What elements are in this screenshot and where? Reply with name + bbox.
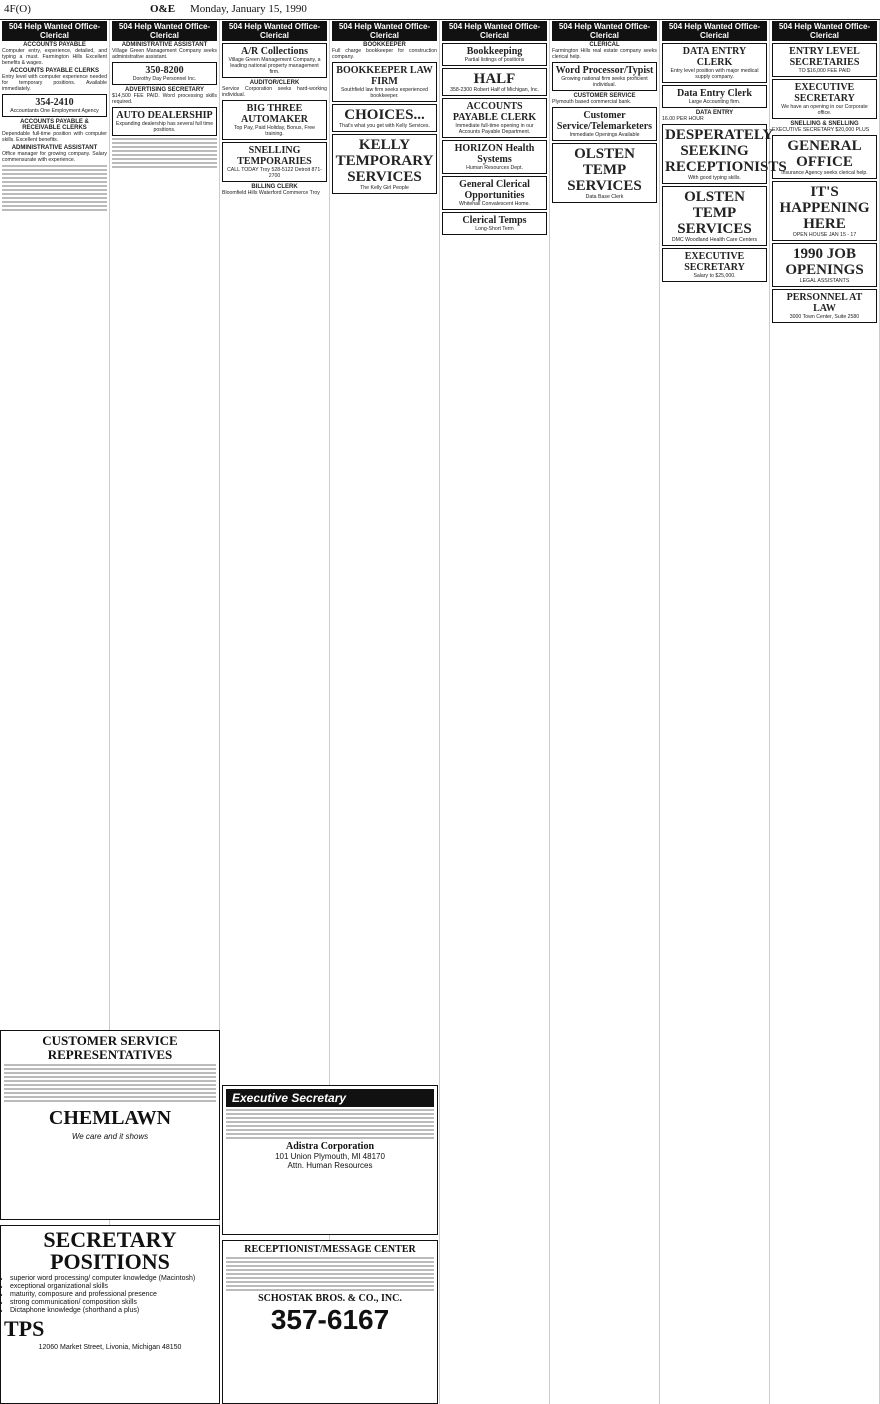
company-logo-text: CHEMLAWN <box>48 1107 172 1129</box>
ad-item: BIG THREE AUTOMAKER Top Pay, Paid Holiday, Bonus, Free training. <box>222 100 327 140</box>
ad-item: DATA ENTRY 16.00 PER HOUR <box>662 110 734 122</box>
list-item: • exceptional organizational skills <box>10 1283 216 1291</box>
secretary-positions-ad <box>0 1225 220 1404</box>
ad-item: CHOICES... That's what you get with Kelly Services. <box>332 104 437 132</box>
ad-item: PERSONNEL AT LAW 3000 Town Center, Suite 2580 <box>772 289 877 323</box>
column-8 <box>770 20 880 1404</box>
ad-item: ADMINISTRATIVE ASSISTANT Village Green Management Company seeks administrative assistant. <box>112 42 217 60</box>
phone-number: 357-6167 <box>270 1304 390 1335</box>
ad-item: 350-8200 Dorothy Day Personnel Inc. <box>112 62 217 85</box>
ad-item: Customer Service/Telemarketers Immediate Openings Available <box>552 107 657 141</box>
publication-date: Monday, January 15, 1990 <box>190 3 307 15</box>
receptionist-ad <box>222 1240 438 1404</box>
ad-item: AUDITOR/CLERK Service Corporation seeks hard-working individual. <box>222 80 327 98</box>
ad-item: Data Entry Clerk Large Accounting firm. <box>662 85 767 108</box>
column-heading: 504 Help Wanted Office-Clerical <box>332 21 437 41</box>
ad-item: EXECUTIVE SECRETARY Salary to $25,000. <box>662 248 767 282</box>
column-7 <box>660 20 787 1404</box>
ad-item: EXECUTIVE SECRETARY We have an opening in our Corporate office. <box>772 79 877 119</box>
ad-item: A/R Collections Village Green Management Company, a leading national property management firm. <box>222 43 327 78</box>
column-heading: 504 Help Wanted Office-Clerical <box>772 21 877 41</box>
ad-item: OLSTEN TEMP SERVICES Data Base Clerk <box>552 143 657 203</box>
ad-title: SECRETARY POSITIONS <box>43 1227 177 1274</box>
ad-item: BOOKKEEPER LAW FIRM Southfield law firm seeks experienced bookkeeper. <box>332 62 437 102</box>
ad-item: General Clerical Opportunities Whitehall Convalescent Home. <box>442 176 547 210</box>
ad-item: IT'S HAPPENING HERE OPEN HOUSE JAN 15 - 17 <box>772 181 877 241</box>
column-6 <box>550 20 660 1404</box>
ad-tagline: We care and it shows <box>71 1132 149 1141</box>
ad-item: BILLING CLERK Bloomfield Hills Waterford Commerce Troy <box>222 184 320 196</box>
ad-item: GENERAL OFFICE Insurance Agency seeks clerical help. <box>772 135 877 179</box>
ad-banner: Executive Secretary <box>226 1089 434 1107</box>
company-name: SCHOSTAK BROS. & CO., INC. <box>258 1293 402 1304</box>
ad-item: Clerical Temps Long-Short Term <box>442 212 547 235</box>
ad-item: SNELLING & SNELLING EXECUTIVE SECRETARY $20,000 PLUS <box>772 121 870 133</box>
column-heading: 504 Help Wanted Office-Clerical <box>2 21 107 41</box>
ad-title: CUSTOMER SERVICE REPRESENTATIVES <box>42 1033 178 1062</box>
ad-item: SNELLING TEMPORARIES CALL TODAY Troy 528-5122 Detroit 871-2700 <box>222 142 327 182</box>
ad-item: AUTO DEALERSHIP Expanding dealership has several full time positions. <box>112 107 217 136</box>
list-item: • Dictaphone knowledge (shorthand a plus) <box>10 1307 216 1315</box>
ad-item: ADMINISTRATIVE ASSISTANT Office manager for growing company. Salary commensurate with experience. <box>2 145 107 163</box>
page-header <box>0 0 880 20</box>
column-heading: 504 Help Wanted Office-Clerical <box>112 21 217 41</box>
company-address: 101 Union Plymouth, MI 48170 <box>275 1152 385 1161</box>
ad-item: ACCOUNTS PAYABLE Computer entry, experience, detailed, and typing a must. Farmington Hills Excellent benefits & wages. <box>2 42 107 66</box>
ad-item: ACCOUNTS PAYABLE CLERKS Entry level with computer experience needed for temporary positions. Available immediately. <box>2 68 107 92</box>
company-address: 12060 Market Street, Livonia, Michigan 48150 <box>38 1344 182 1351</box>
ad-item: 1990 JOB OPENINGS LEGAL ASSISTANTS <box>772 243 877 287</box>
executive-secretary-ad <box>222 1085 438 1235</box>
column-heading: 504 Help Wanted Office-Clerical <box>222 21 327 41</box>
column-heading: 504 Help Wanted Office-Clerical <box>552 21 657 41</box>
attention-line: Attn. Human Resources <box>287 1161 373 1170</box>
ad-item: ACCOUNTS PAYABLE & RECEIVABLE CLERKS Dependable full-time position with computer skills. Excellent benefits. <box>2 119 107 143</box>
section-name: O&E <box>150 3 176 15</box>
ad-item: HORIZON Health Systems Human Resources Dept. <box>442 140 547 174</box>
customer-service-ad <box>0 1030 220 1220</box>
column-heading: 504 Help Wanted Office-Clerical <box>442 21 547 41</box>
ad-title: RECEPTIONIST/MESSAGE CENTER <box>244 1244 416 1255</box>
ad-item: ACCOUNTS PAYABLE CLERK Immediate full-time opening in our Accounts Payable Department. <box>442 98 547 138</box>
ad-item: HALF 358-2300 Robert Half of Michigan, Inc. <box>442 68 547 96</box>
ad-item: ADVERTISING SECRETARY $14,500 FEE PAID. Word processing skills required. <box>112 87 217 105</box>
ad-item: Word Processor/Typist Growing national firm seeks proficient individual. <box>552 62 657 91</box>
company-logo-text: TPS <box>4 1316 45 1341</box>
ad-item: ENTRY LEVEL SECRETARIES TO $16,000 FEE PAID <box>772 43 877 77</box>
column-5 <box>440 20 550 1404</box>
classified-columns <box>0 20 880 1404</box>
list-item: • superior word processing/ computer knowledge (Macintosh) <box>10 1275 216 1283</box>
company-name: Adistra Corporation <box>285 1141 375 1152</box>
ad-item: DESPERATELY SEEKING RECEPTIONISTS With good typing skills. <box>662 124 767 184</box>
ad-item: KELLY TEMPORARY SERVICES The Kelly Girl People <box>332 134 437 194</box>
ad-item: CUSTOMER SERVICE Plymouth based commercial bank. <box>552 93 636 105</box>
ad-item: OLSTEN TEMP SERVICES DMC Woodland Health Care Centers <box>662 186 767 246</box>
ad-item: DATA ENTRY CLERK Entry level position with major medical supply company. <box>662 43 767 83</box>
skills-list <box>10 1275 216 1315</box>
ad-item: Bookkeeping Partial listings of positions <box>442 43 547 66</box>
list-item: • strong communication/ composition skills <box>10 1299 216 1307</box>
page-number: 4F(O) <box>4 3 31 15</box>
ad-item: BOOKKEEPER Full charge bookkeeper for construction company. <box>332 42 437 60</box>
ad-item: 354-2410 Accountants One Employment Agency <box>2 94 107 117</box>
list-item: • maturity, composure and professional presence <box>10 1291 216 1299</box>
ad-item: CLERICAL Farmington Hills real estate company seeks clerical help. <box>552 42 657 60</box>
column-heading: 504 Help Wanted Office-Clerical <box>662 21 767 41</box>
